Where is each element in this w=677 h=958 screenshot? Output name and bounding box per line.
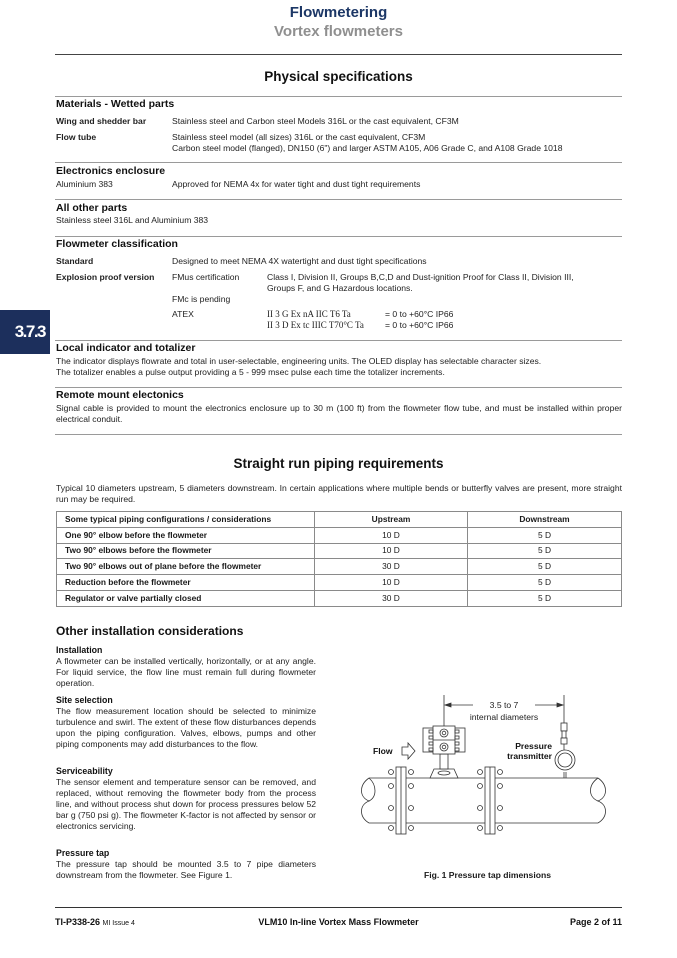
- standard-value: Designed to meet NEMA 4X watertight and dust tight specifications: [172, 256, 427, 266]
- installation-heading: Installation: [56, 645, 103, 655]
- local-indicator-line-2: The totalizer enables a pulse output providing a 5 - 999 msec pulse each time the totalizer increments.: [56, 367, 445, 377]
- doc-id: TI-P338-26: [55, 917, 101, 927]
- column-header-downstream: Downstream: [468, 512, 622, 528]
- physical-specs-heading: Physical specifications: [264, 69, 413, 84]
- table-row: [57, 559, 622, 575]
- divider: [55, 162, 622, 163]
- fmc-label: FMc is pending: [172, 294, 231, 304]
- standard-label: Standard: [56, 256, 94, 266]
- pressure-transmitter: [555, 723, 575, 778]
- configuration-cell: One 90° elbow before the flowmeter: [57, 527, 315, 543]
- upstream-cell: 30 D: [315, 559, 468, 575]
- pressure-tap-diagram: [355, 690, 620, 865]
- local-indicator-line-1: The indicator displays flowrate and total in user-selectable, engineering units. The OLED display has selectable character sizes.: [56, 356, 542, 366]
- flow-label: Flow: [373, 746, 393, 756]
- configuration-cell: Two 90° elbows before the flowmeter: [57, 543, 315, 559]
- fmus-label: FMus certification: [172, 272, 240, 282]
- materials-heading: Materials - Wetted parts: [56, 98, 175, 110]
- configuration-cell: Two 90° elbows out of plane before the flowmeter: [57, 559, 315, 575]
- remote-mount-text: Signal cable is provided to mount the electronics enclosure up to 30 m (100 ft) from the flowmeter flow tube, and must be installed within proper electrical conduit.: [56, 403, 622, 424]
- other-parts-value: Stainless steel 316L and Aluminium 383: [56, 215, 209, 225]
- dimension-label-1: 3.5 to 7: [489, 700, 519, 710]
- upstream-cell: 10 D: [315, 543, 468, 559]
- dimension-label-2: internal diameters: [469, 712, 539, 722]
- header-divider: [55, 54, 622, 55]
- divider: [55, 96, 622, 97]
- downstream-cell: 5 D: [468, 543, 622, 559]
- divider: [55, 434, 622, 435]
- atex-label: ATEX: [172, 309, 194, 319]
- section-tab-marker: 3.7.3: [0, 310, 50, 354]
- electronics-label: Aluminium 383: [56, 179, 113, 189]
- pressure-label-2: transmitter: [507, 751, 552, 761]
- flange-left: [389, 767, 414, 834]
- configuration-cell: Reduction before the flowmeter: [57, 575, 315, 591]
- flowmeter: [423, 726, 465, 778]
- flow-arrow-icon: [402, 743, 415, 759]
- installation-section-heading: Other installation considerations: [56, 624, 244, 638]
- site-selection-heading: Site selection: [56, 695, 113, 705]
- serviceability-text: The sensor element and temperature sensor can be removed, and replaced, without removing the flowmeter body from the process line, and without process shut down for process pressures below 52 bar g (750 psi g). The flowmeter K-factor is not affected by sensor or electronics servicing.: [56, 777, 316, 831]
- site-selection-text: The flow measurement location should be selected to minimize turbulence and swirl. The extent of these flow disturbances depends upon the piping configuration. Valves, elbows, pumps and other piping components may add disturbances to the flow.: [56, 706, 316, 749]
- piping-requirements-table: [56, 511, 622, 607]
- table-header-row: [57, 512, 622, 528]
- straight-run-heading: Straight run piping requirements: [233, 456, 444, 471]
- upstream-cell: 30 D: [315, 590, 468, 606]
- flange-right: [478, 767, 503, 834]
- footer-page-number: Page 2 of 11: [569, 917, 622, 927]
- column-header-configuration: Some typical piping configurations / considerations: [57, 512, 315, 528]
- atex-2-value: = 0 to +60°C IP66: [385, 320, 454, 330]
- straight-run-intro: Typical 10 diameters upstream, 5 diameters downstream. In certain applications where multiple bends or butterfly valves are present, more straight run may be required.: [56, 483, 622, 504]
- downstream-cell: 5 D: [468, 575, 622, 591]
- divider: [55, 340, 622, 341]
- flow-tube-value-2: Carbon steel model (flanged), DN150 (6") and larger ASTM A105, A06 Grade C, and A108 Grade 1018: [172, 143, 563, 153]
- pressure-label-1: Pressure: [515, 741, 552, 751]
- atex-2-code: II 3 D Ex tc IIIC T70°C Ta: [267, 320, 364, 330]
- pressure-tap-heading: Pressure tap: [56, 848, 110, 858]
- local-indicator-heading: Local indicator and totalizer: [56, 342, 196, 354]
- table-row: [57, 527, 622, 543]
- issue: MI Issue 4: [102, 920, 135, 927]
- wing-label: Wing and shedder bar: [56, 116, 147, 126]
- upstream-cell: 10 D: [315, 575, 468, 591]
- footer-product: VLM10 In-line Vortex Mass Flowmeter: [258, 917, 419, 927]
- header-subtitle: Vortex flowmeters: [274, 23, 403, 40]
- downstream-cell: 5 D: [468, 590, 622, 606]
- pressure-tap-text: The pressure tap should be mounted 3.5 to 7 pipe diameters downstream from the flowmeter. See Figure 1.: [56, 859, 316, 880]
- atex-1-code: II 3 G Ex nA IIC T6 Ta: [267, 309, 351, 319]
- explosion-label: Explosion proof version: [56, 272, 155, 282]
- installation-text: A flowmeter can be installed vertically, horizontally, or at any angle. For liquid service, the flow line must remain full during flowmeter operation.: [56, 656, 316, 688]
- arrowhead-right: [557, 703, 563, 707]
- wing-value: Stainless steel and Carbon steel Models 316L or the cast equivalent, CF3M: [172, 116, 459, 126]
- fmus-value-2: Groups F, and G Hazardous locations.: [267, 283, 413, 293]
- arrowhead-left: [445, 703, 451, 707]
- table-row: [57, 575, 622, 591]
- other-parts-heading: All other parts: [56, 202, 128, 214]
- remote-mount-heading: Remote mount electonics: [56, 389, 184, 401]
- upstream-cell: 10 D: [315, 527, 468, 543]
- downstream-cell: 5 D: [468, 559, 622, 575]
- header-title: Flowmetering: [289, 4, 388, 21]
- electronics-heading: Electronics enclosure: [56, 165, 166, 177]
- table-row: [57, 590, 622, 606]
- divider: [55, 387, 622, 388]
- classification-heading: Flowmeter classification: [56, 238, 178, 250]
- electronics-value: Approved for NEMA 4x for water tight and dust tight requirements: [172, 179, 421, 189]
- downstream-cell: 5 D: [468, 527, 622, 543]
- serviceability-heading: Serviceability: [56, 766, 113, 776]
- footer-divider: [55, 907, 622, 908]
- column-header-upstream: Upstream: [315, 512, 468, 528]
- figure-caption: Fig. 1 Pressure tap dimensions: [423, 870, 552, 880]
- table-row: [57, 543, 622, 559]
- divider: [55, 236, 622, 237]
- flow-tube-value-1: Stainless steel model (all sizes) 316L or the cast equivalent, CF3M: [172, 132, 426, 142]
- configuration-cell: Regulator or valve partially closed: [57, 590, 315, 606]
- atex-1-value: = 0 to +60°C IP66: [385, 309, 454, 319]
- page-header: [0, 4, 677, 41]
- divider: [55, 199, 622, 200]
- flow-tube-label: Flow tube: [56, 132, 97, 142]
- fmus-value-1: Class I, Division II, Groups B,C,D and Dust-ignition Proof for Class II, Division III,: [267, 272, 574, 282]
